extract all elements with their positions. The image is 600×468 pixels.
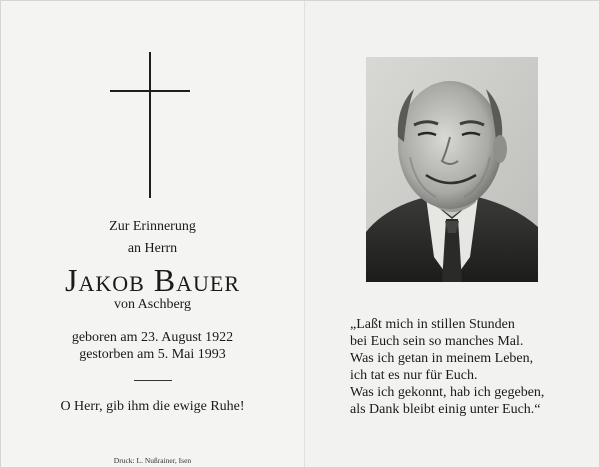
quote-line: Was ich gekonnt, hab ich gegeben, <box>350 385 545 400</box>
cross-vertical-bar <box>149 52 151 198</box>
deceased-name: Jakob Bauer <box>64 262 241 298</box>
divider-line <box>134 380 172 381</box>
quote-line: Was ich getan in meinem Leben, <box>350 351 534 366</box>
birth-date: geboren am 23. August 1922 <box>71 330 234 345</box>
cross-icon <box>110 52 190 198</box>
printer-credit: Druck: L. Nußrainer, Isen <box>113 456 192 465</box>
recipient-text: an Herrn <box>127 241 178 256</box>
quote-line: als Dank bleibt einig unter Euch.“ <box>350 402 541 417</box>
death-date: gestorben am 5. Mai 1993 <box>79 347 226 362</box>
origin-text: von Aschberg <box>113 297 192 312</box>
memorial-quote <box>350 316 590 418</box>
prayer-text: O Herr, gib ihm die ewige Ruhe! <box>60 399 245 414</box>
quote-line: bei Euch sein so manches Mal. <box>350 334 524 349</box>
portrait-photo <box>366 57 538 282</box>
cross-horizontal-bar <box>110 90 190 92</box>
intro-text: Zur Erinnerung <box>109 219 196 234</box>
quote-line: „Laßt mich in stillen Stunden <box>350 317 515 332</box>
portrait-image <box>366 57 538 282</box>
quote-line: ich tat es nur für Euch. <box>350 368 478 383</box>
